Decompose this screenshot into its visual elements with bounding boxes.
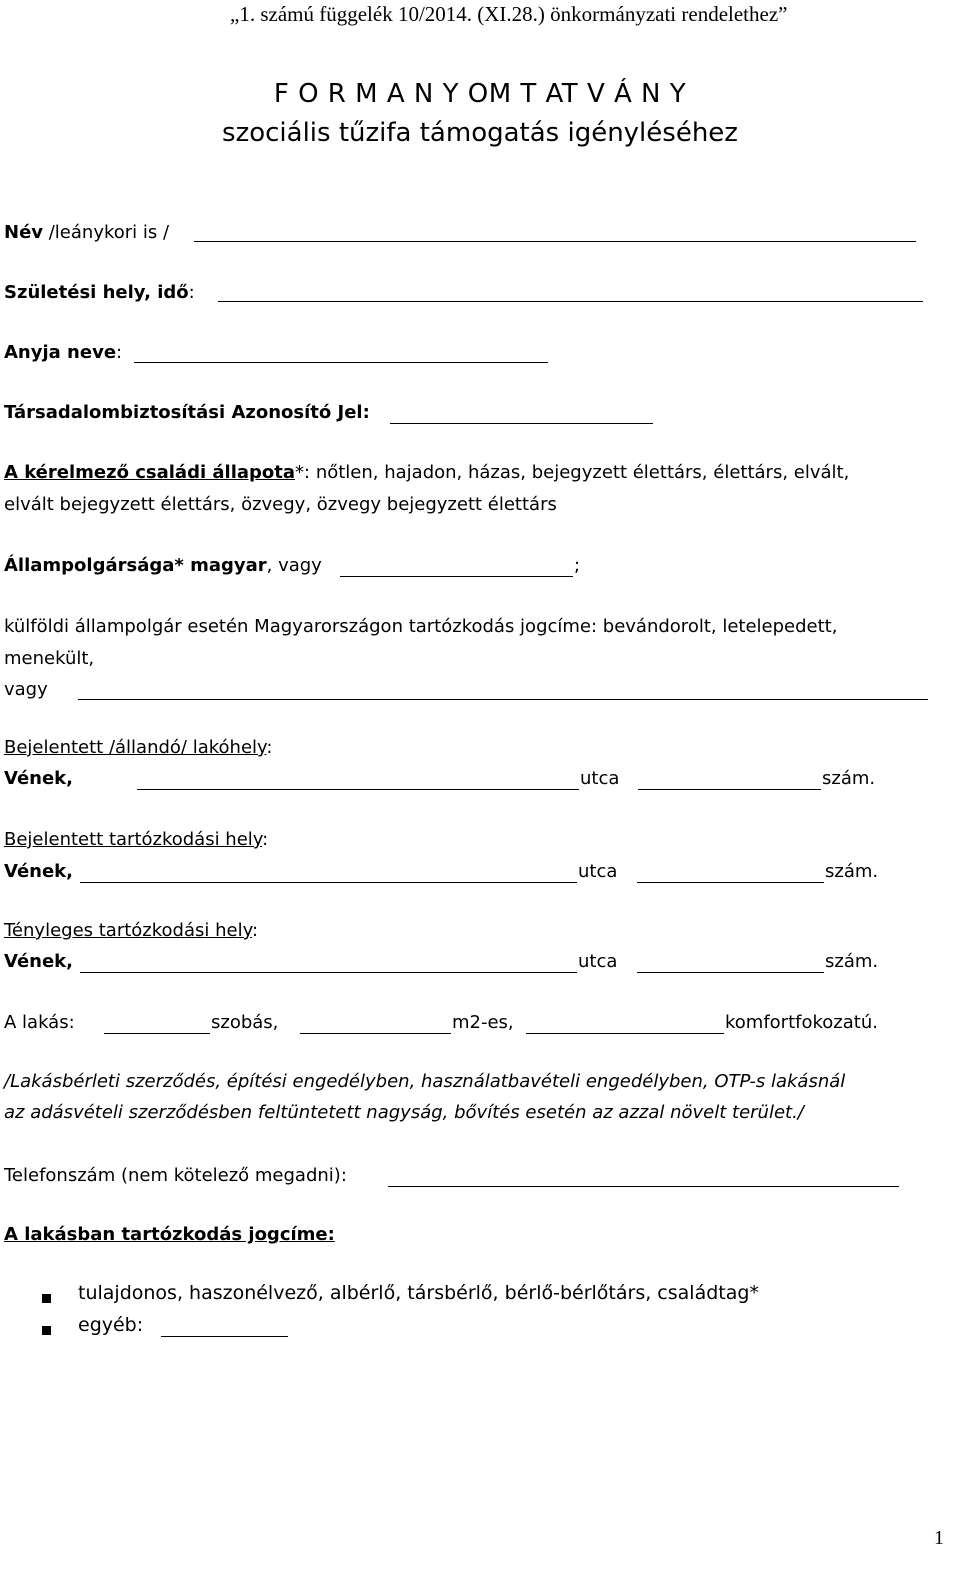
area-label: m2-es, bbox=[452, 1012, 514, 1033]
marital-status-label: A kérelmező családi állapota bbox=[4, 462, 296, 483]
citizenship-other-field[interactable] bbox=[340, 576, 573, 577]
mother-label: Anyja neve bbox=[4, 342, 117, 363]
citizenship-row: Állampolgársága* magyar, vagy bbox=[4, 555, 322, 576]
birth-label-row: Születési hely, idő: bbox=[4, 282, 195, 303]
tenure-other-field[interactable] bbox=[161, 1336, 288, 1337]
phone-field[interactable] bbox=[388, 1186, 899, 1187]
permanent-address-heading: Bejelentett /állandó/ lakóhely: bbox=[4, 737, 273, 758]
actual-number-field[interactable] bbox=[637, 972, 824, 973]
actual-szam-label: szám. bbox=[825, 951, 879, 972]
form-title: F O R M A N Y OM T AT V Á N Y bbox=[273, 79, 687, 109]
page-number: 1 bbox=[934, 1527, 944, 1549]
mother-name-field[interactable] bbox=[134, 362, 548, 363]
taj-label: Társadalombiztosítási Azonosító Jel: bbox=[4, 402, 370, 423]
mother-label-row: Anyja neve: bbox=[4, 342, 123, 363]
form-subtitle: szociális tűzifa támogatás igényléséhez bbox=[222, 118, 738, 148]
marital-status-options-2: elvált bejegyzett élettárs, özvegy, özvegy bejegyzett élettárs bbox=[4, 494, 557, 515]
rooms-label: szobás, bbox=[211, 1012, 279, 1033]
tenure-heading: A lakásban tartózkodás jogcíme: bbox=[4, 1224, 335, 1245]
registered-street-field[interactable] bbox=[80, 882, 577, 883]
name-field[interactable] bbox=[194, 241, 916, 242]
area-field[interactable] bbox=[300, 1033, 451, 1034]
birth-label: Születési hely, idő bbox=[4, 282, 189, 303]
registered-szam-label: szám. bbox=[825, 861, 879, 882]
permanent-number-field[interactable] bbox=[638, 789, 821, 790]
actual-town: Vének, bbox=[4, 951, 73, 972]
citizenship-label: Állampolgársága* magyar bbox=[4, 555, 267, 576]
rooms-field[interactable] bbox=[104, 1033, 210, 1034]
name-label-row bbox=[4, 222, 169, 243]
flat-size-note-2: az adásvételi szerződésben feltüntetett nagyság, bővítés esetén az azzal növelt terület./ bbox=[4, 1102, 804, 1123]
birth-field[interactable] bbox=[218, 301, 923, 302]
citizenship-semicolon: ; bbox=[574, 555, 581, 576]
registered-utca-label: utca bbox=[578, 861, 618, 882]
name-label: Név bbox=[4, 222, 44, 243]
comfort-label: komfortfokozatú. bbox=[725, 1012, 878, 1033]
tenure-options: tulajdonos, haszonélvező, albérlő, társbérlő, bérlő-bérlőtárs, családtag* bbox=[78, 1282, 759, 1304]
permanent-szam-label: szám. bbox=[822, 768, 876, 789]
marital-status-options: *: nőtlen, hajadon, házas, bejegyzett élettárs, élettárs, elvált, bbox=[295, 462, 850, 483]
tenure-other-label: egyéb: bbox=[78, 1314, 144, 1336]
actual-residence-heading: Tényleges tartózkodási hely: bbox=[4, 920, 259, 941]
registered-residence-heading: Bejelentett tartózkodási hely: bbox=[4, 829, 269, 850]
flat-label: A lakás: bbox=[4, 1012, 75, 1033]
actual-street-field[interactable] bbox=[80, 972, 577, 973]
registered-number-field[interactable] bbox=[637, 882, 824, 883]
comfort-field[interactable] bbox=[526, 1033, 724, 1034]
taj-field[interactable] bbox=[390, 423, 653, 424]
foreign-text-1: külföldi állampolgár esetén Magyarországon tartózkodás jogcíme: bevándorolt, letelepedett, bbox=[4, 616, 838, 637]
foreign-other-field[interactable] bbox=[78, 699, 928, 700]
marital-status-row bbox=[4, 462, 849, 483]
registered-town: Vének, bbox=[4, 861, 73, 882]
foreign-text-3: vagy bbox=[4, 679, 48, 700]
header-note: „1. számú függelék 10/2014. (XI.28.) önkormányzati rendelethez” bbox=[230, 2, 788, 26]
permanent-utca-label: utca bbox=[580, 768, 620, 789]
foreign-text-2: menekült, bbox=[4, 648, 95, 669]
bullet-square-icon bbox=[42, 1322, 51, 1340]
permanent-town: Vének, bbox=[4, 768, 73, 789]
actual-utca-label: utca bbox=[578, 951, 618, 972]
flat-size-note-1: /Lakásbérleti szerződés, építési engedélyben, használatbavételi engedélyben, OTP-s lakásnál bbox=[4, 1071, 846, 1092]
permanent-street-field[interactable] bbox=[137, 789, 579, 790]
bullet-square-icon bbox=[42, 1290, 51, 1308]
name-label-suffix: /leánykori is / bbox=[43, 222, 170, 243]
phone-label: Telefonszám (nem kötelező megadni): bbox=[4, 1165, 347, 1186]
